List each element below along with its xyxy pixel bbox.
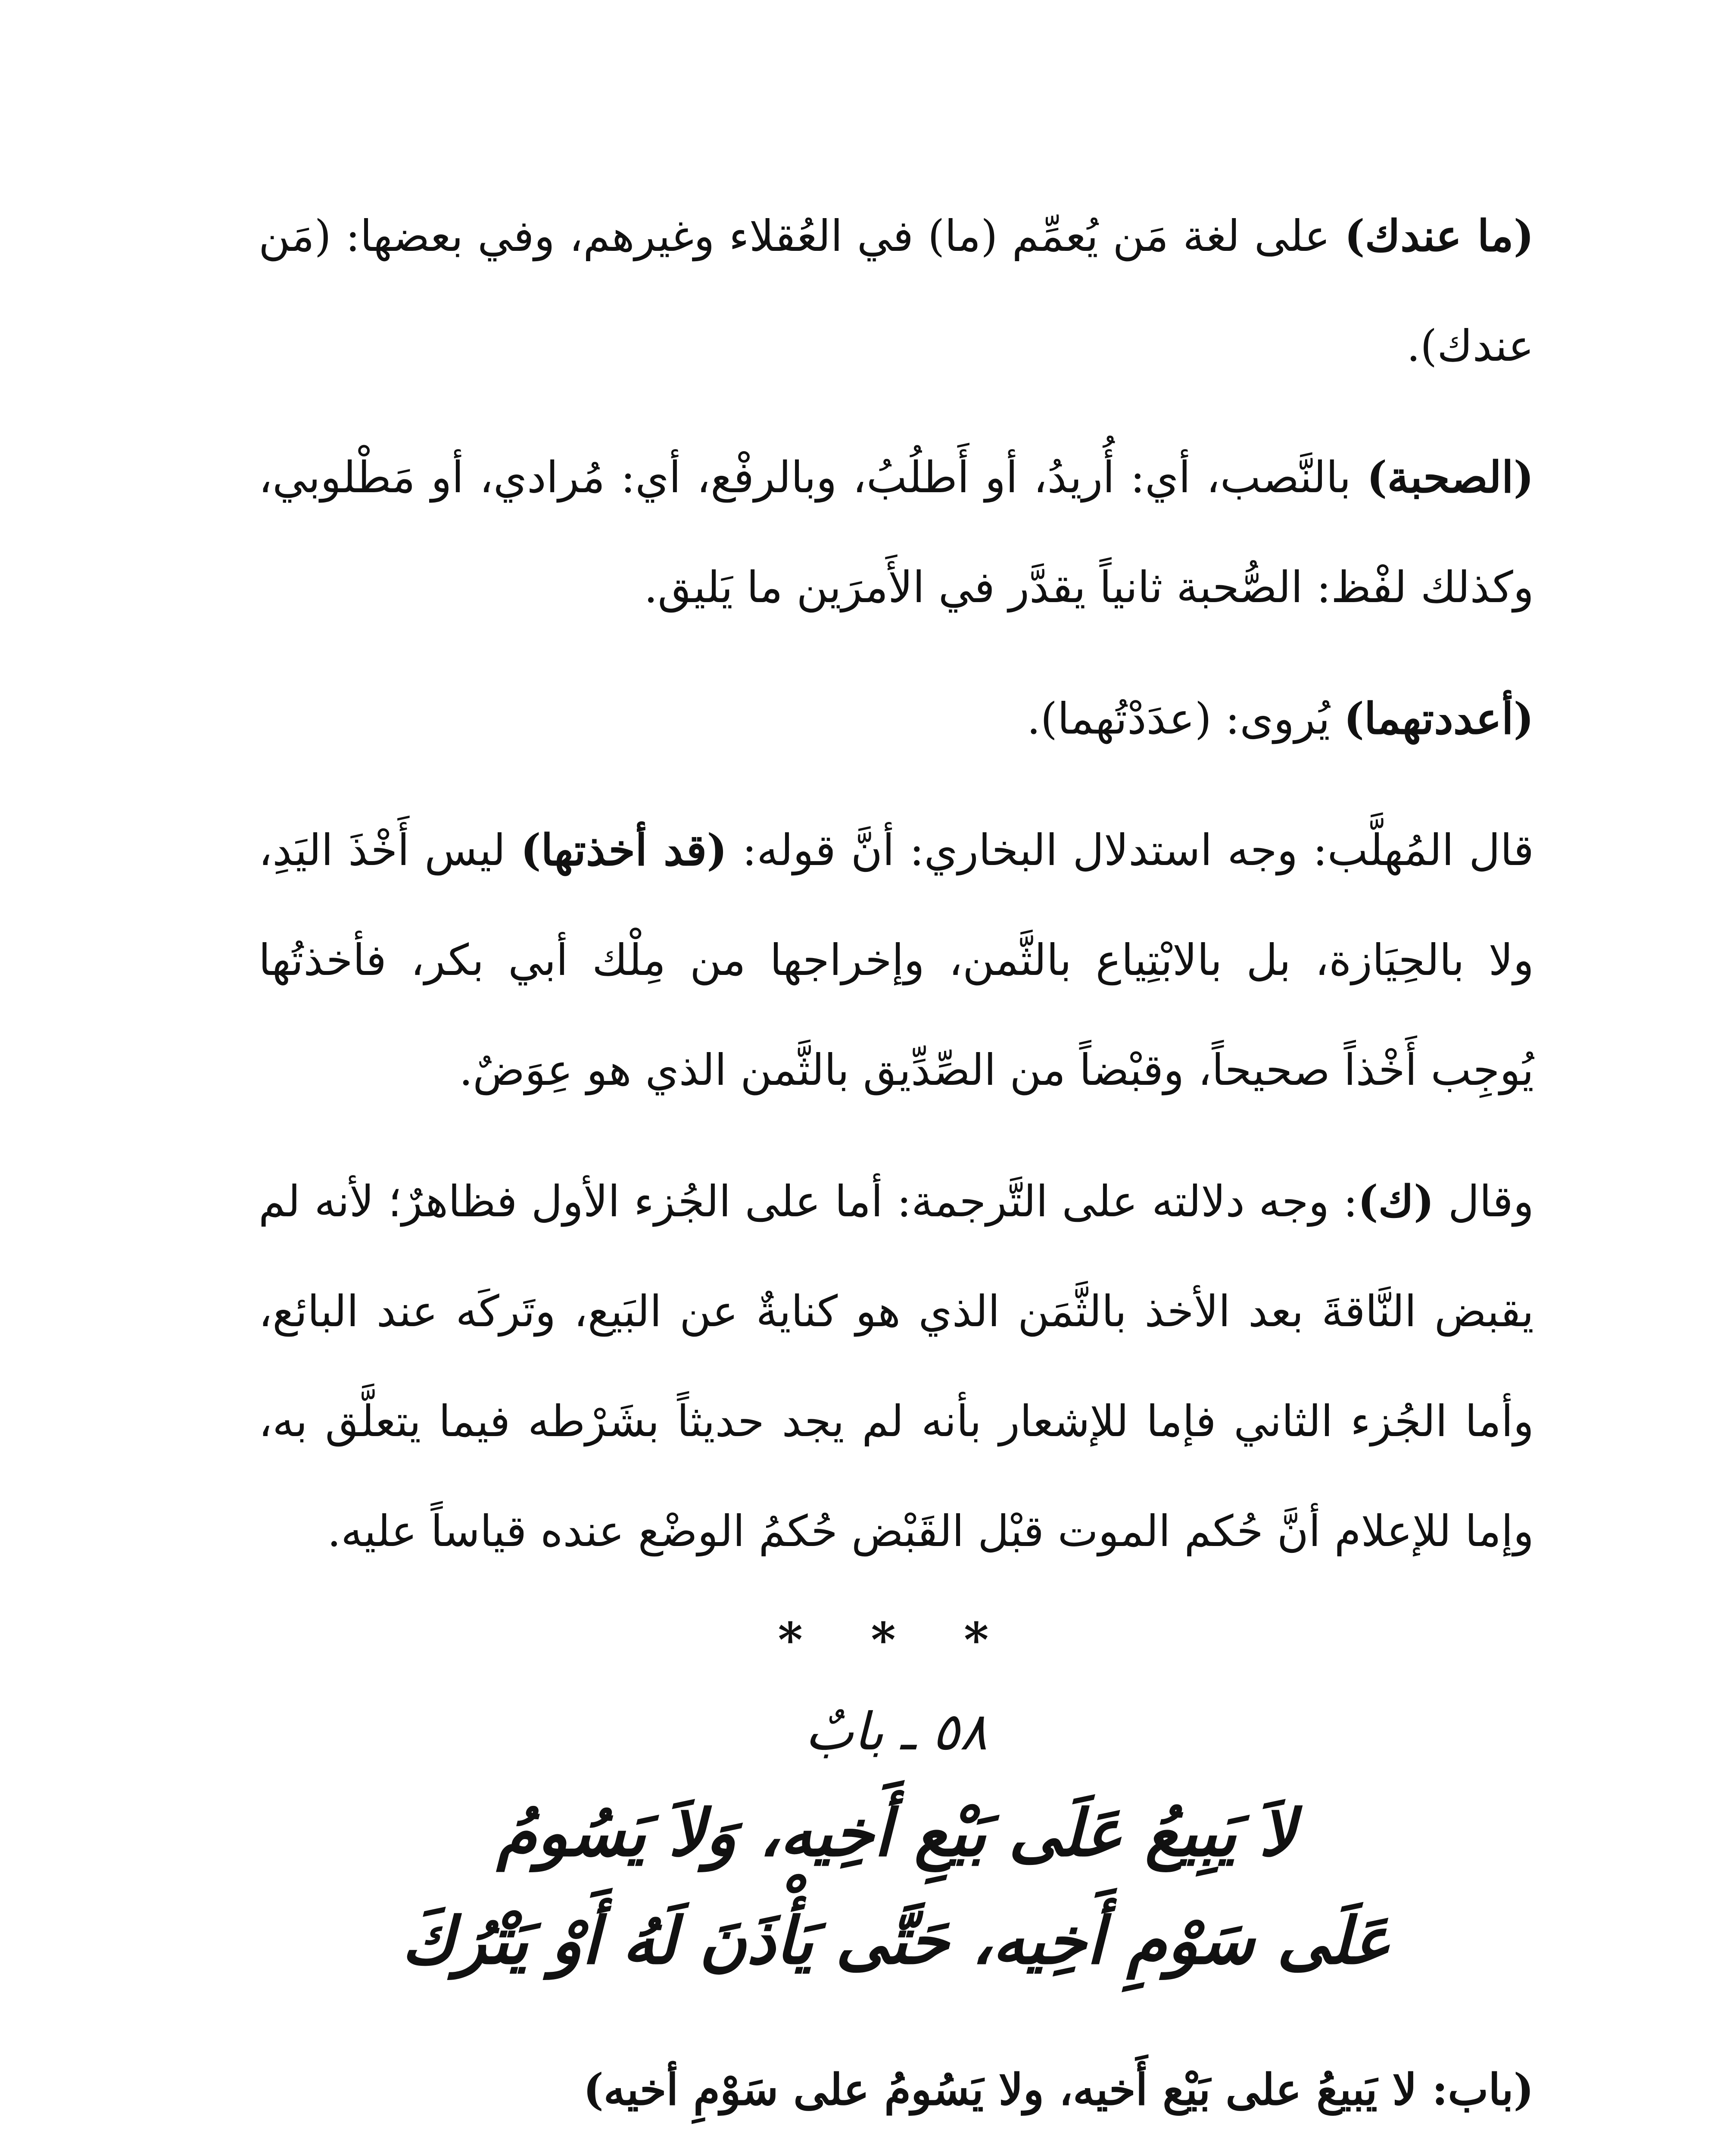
- paragraph-text: بالنَّصب، أي: أُريدُ، أو أَطلُبُ، وبالرفْع، أي: مُرادي، أو مَطْلوبي، وكذلك لفْظ: الصُّحبة ثانياً يقدَّر في الأَمرَين ما يَليق.: [259, 452, 1534, 612]
- bold-term: (ما عندك): [1344, 210, 1534, 261]
- chapter-sub-heading: (باب: لا يَبيعُ على بَيْع أَخيه، ولا يَسُومُ على سَوْمِ أخيه): [583, 2064, 1534, 2115]
- bold-term: (ك): [1358, 1176, 1434, 1227]
- paragraph-text: قال المُهلَّب: وجه استدلال البخاري: أنَّ قوله:: [727, 825, 1534, 875]
- chapter-number: ٥٨ ـ بابٌ: [805, 1702, 988, 1762]
- paragraph-sawm: [259, 2146, 1534, 2155]
- section-separator: * * *: [778, 1612, 1015, 1668]
- paragraph-text: : وجه دلالته على التَّرجمة: أما على الجُزء الأول فظاهرٌ؛ لأنه لم يقبض النَّاقةَ بعد الأخذ بالثَّمَن الذي هو كنايةٌ عن البَيع، وتَركَه عند البائع، وأما الجُزء الثاني فإما للإشعار بأنه لم يجد حديثاً بشَرْطه فيما يتعلَّق به، وإما للإعلام أنَّ حُكم الموت قبْل القَبْض حُكمُ الوضْع عنده قياساً عليه.: [259, 1176, 1534, 1556]
- paragraph-suhba: [259, 422, 1534, 642]
- paragraph-ma-indak: [259, 181, 1534, 401]
- bold-term: (أعددتهما): [1343, 693, 1534, 744]
- document-page: [259, 181, 1534, 2155]
- paragraph-text: يُروى: (عدَدْتُهما).: [1027, 693, 1344, 744]
- paragraph-text: على لغة مَن يُعمِّم (ما) في العُقلاء وغيرهم، وفي بعضها: (مَن عندك).: [259, 211, 1534, 371]
- bold-term: (قد أخذتها): [520, 825, 727, 875]
- paragraph-text: ليس أَخْذَ اليَدِ، ولا بالحِيَازة، بل بالابْتِياع بالثَّمن، وإخراجها من مِلْك أبي بكر، فأخذتُها يُوجِب أَخْذاً صحيحاً، وقبْضاً من الصِّدِّيق بالثَّمن الذي هو عِوَضٌ.: [259, 825, 1534, 1095]
- paragraph-muhallab: [259, 795, 1534, 1125]
- chapter-title-line-1: لاَ يَبِيعُ عَلَى بَيْعِ أَخِيه، وَلاَ يَسُومُ: [496, 1795, 1296, 1871]
- paragraph-adadtuhuma: [259, 664, 1534, 774]
- paragraph-text: وقال: [1434, 1176, 1534, 1227]
- paragraph-kaf: [259, 1146, 1534, 1586]
- chapter-title: [259, 1779, 1534, 1995]
- chapter-title-line-2: عَلَى سَوْمِ أَخِيه، حَتَّى يَأْذَنَ لَهُ أَوْ يَتْرُكَ: [402, 1903, 1391, 1979]
- bold-term: (الصحبة): [1367, 452, 1534, 503]
